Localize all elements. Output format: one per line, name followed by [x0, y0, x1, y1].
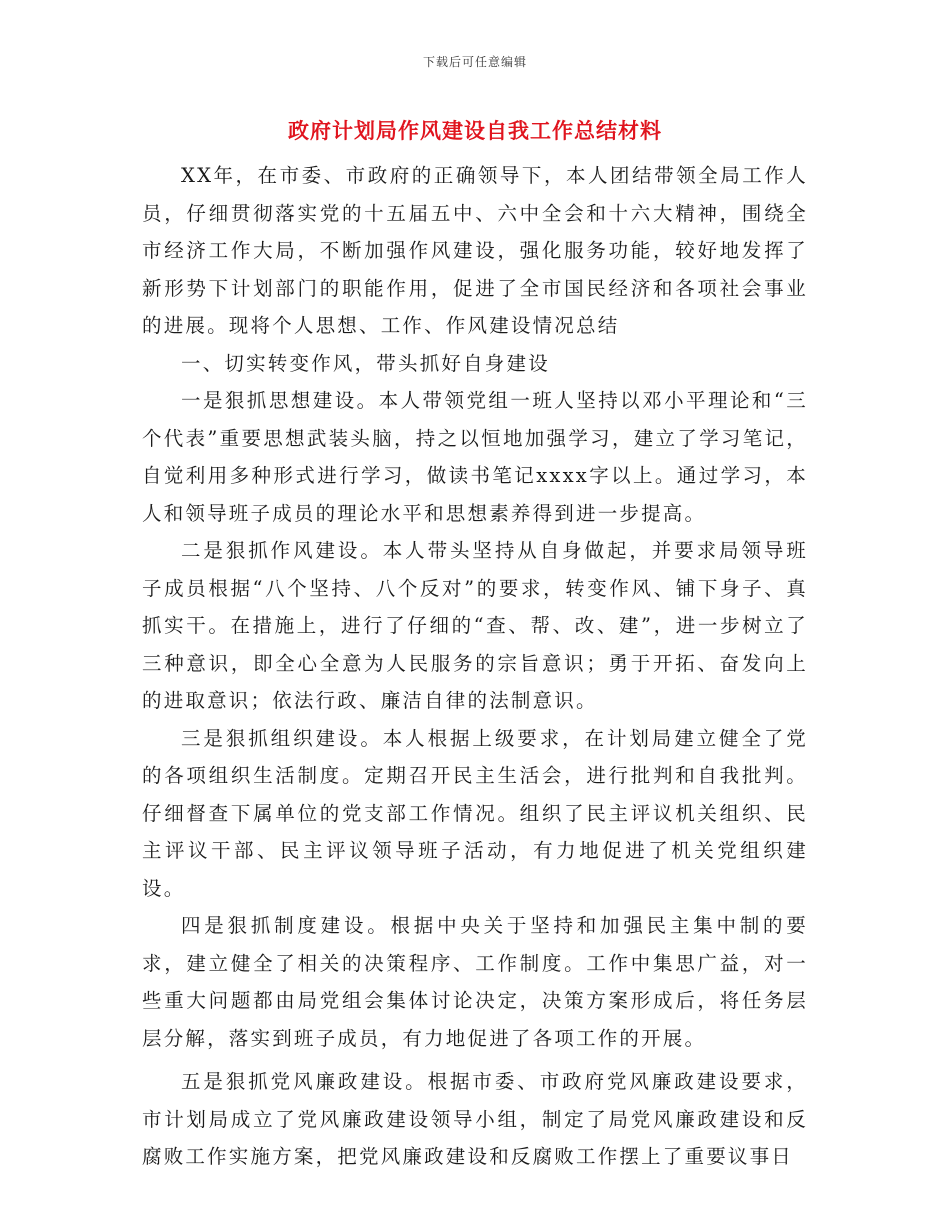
document-title: 政府计划局作风建设自我工作总结材料	[288, 118, 662, 143]
header-note: 下载后可任意编辑	[422, 55, 527, 69]
section-heading: 一、切实转变作风，带头抓好自身建设	[181, 351, 550, 375]
paragraph-organization-building: 三是狠抓组织建设。本人根据上级要求，在计划局建立健全了党的各项组织生活制度。定期召开民主生活会，进行批判和自我批判。仔细督查下属单位的党支部工作情况。组织了民主评议机关组织、民主评议干部、民主评议领导班子活动，有力地促进了机关党组织建设。	[142, 726, 808, 900]
paragraph-system-building: 四是狠抓制度建设。根据中央关于坚持和加强民主集中制的要求，建立健全了相关的决策程序、工作制度。工作中集思广益，对一些重大问题都由局党组会集体讨论决定，决策方案形成后，将任务层层分解，落实到班子成员，有力地促进了各项工作的开展。	[142, 914, 808, 1050]
document-body	[142, 157, 808, 1176]
paragraph-integrity-building: 五是狠抓党风廉政建设。根据市委、市政府党风廉政建设要求，市计划局成立了党风廉政建设领导小组，制定了局党风廉政建设和反腐败工作实施方案，把党风廉政建设和反腐败工作摆上了重要议事日	[142, 1070, 808, 1168]
paragraph-thought-building: 一是狠抓思想建设。本人带领党组一班人坚持以邓小平理论和“三个代表”重要思想武装头脑，持之以恒地加强学习，建立了学习笔记，自觉利用多种形式进行学习，做读书笔记xxxx字以上。通过学习，本人和领导班子成员的理论水平和思想素养得到进一步提高。	[142, 389, 808, 525]
paragraph-intro: XX年，在市委、市政府的正确领导下，本人团结带领全局工作人员，仔细贯彻落实党的十五届五中、六中全会和十六大精神，围绕全市经济工作大局，不断加强作风建设，强化服务功能，较好地发挥了新形势下计划部门的职能作用，促进了全市国民经济和各项社会事业的进展。现将个人思想、工作、作风建设情况总结	[142, 164, 808, 337]
paragraph-style-building: 二是狠抓作风建设。本人带头坚持从自身做起，并要求局领导班子成员根据“八个坚持、八个反对”的要求，转变作风、铺下身子、真抓实干。在措施上，进行了仔细的“查、帮、改、建”，进一步树立了三种意识，即全心全意为人民服务的宗旨意识；勇于开拓、奋发向上的进取意识；依法行政、廉洁自律的法制意识。	[142, 539, 808, 712]
